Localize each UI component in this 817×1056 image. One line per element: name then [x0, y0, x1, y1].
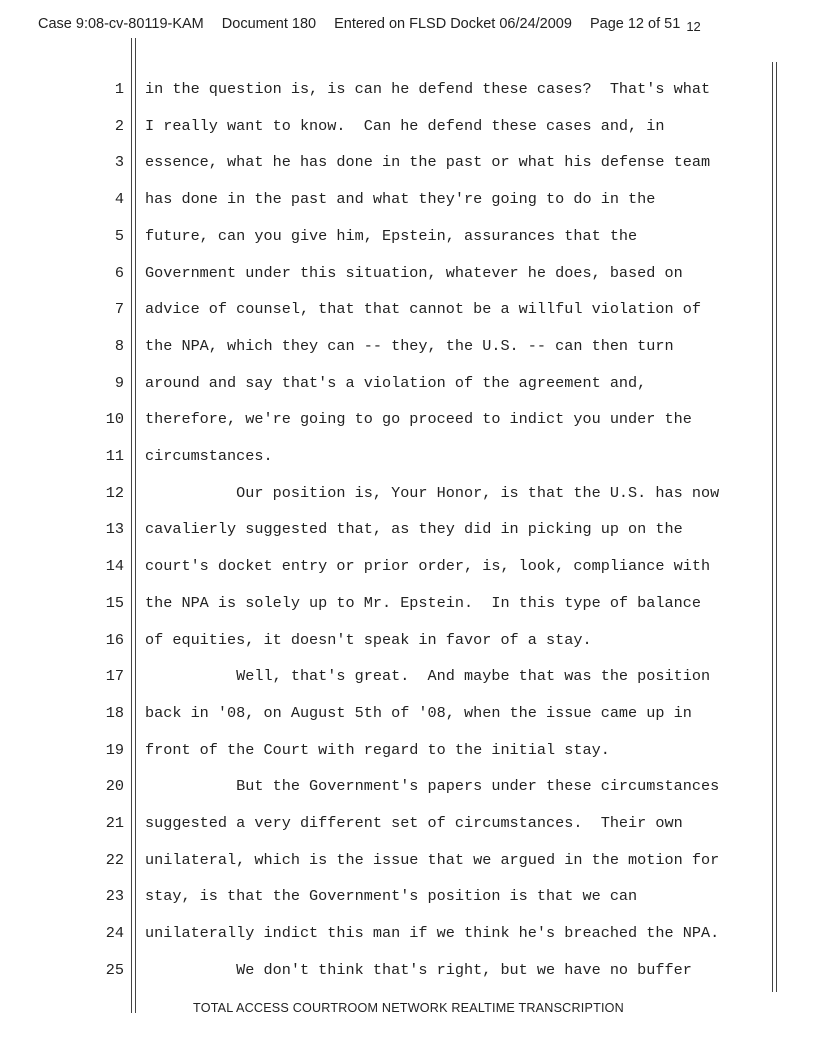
transcript-line	[0, 80, 817, 110]
transcript-line	[0, 447, 817, 477]
line-number: 6	[114, 263, 124, 282]
line-text: has done in the past and what they're going to do in the	[145, 190, 656, 209]
line-number: 18	[105, 703, 124, 722]
transcription-footer: TOTAL ACCESS COURTROOM NETWORK REALTIME TRANSCRIPTION	[193, 1001, 624, 1015]
transcript-line	[0, 814, 817, 844]
line-text: court's docket entry or prior order, is, look, compliance with	[145, 557, 711, 576]
document-number: Document 180	[221, 16, 317, 32]
line-number: 22	[105, 850, 124, 869]
transcript-line	[0, 484, 817, 514]
line-number: 3	[114, 153, 124, 172]
line-number: 19	[105, 740, 124, 759]
line-text: back in '08, on August 5th of '08, when the issue came up in	[145, 703, 692, 722]
line-number: 16	[105, 630, 124, 649]
line-number: 9	[114, 373, 124, 392]
line-text: front of the Court with regard to the initial stay.	[145, 740, 610, 759]
line-number: 20	[105, 777, 124, 796]
transcript-line	[0, 410, 817, 440]
transcript-line	[0, 851, 817, 881]
line-text: unilateral, which is the issue that we argued in the motion for	[145, 850, 720, 869]
transcript-line	[0, 704, 817, 734]
line-text: around and say that's a violation of the agreement and,	[145, 373, 647, 392]
line-number: 7	[114, 300, 124, 319]
transcript-line	[0, 153, 817, 183]
line-text: unilaterally indict this man if we think he's breached the NPA.	[145, 924, 720, 943]
line-text: suggested a very different set of circumstances. Their own	[145, 814, 683, 832]
transcript-line	[0, 887, 817, 917]
transcript-line	[0, 520, 817, 550]
transcript-line	[0, 374, 817, 404]
line-number: 15	[105, 593, 124, 612]
line-number: 25	[105, 960, 124, 979]
line-number: 8	[114, 336, 124, 355]
transcript-line	[0, 117, 817, 147]
line-text: Well, that's great. And maybe that was the position	[145, 667, 711, 686]
line-text: the NPA, which they can -- they, the U.S. -- can then turn	[145, 336, 674, 355]
line-text: We don't think that's right, but we have no buffer	[145, 960, 692, 979]
line-number: 12	[105, 483, 124, 502]
transcript-line	[0, 190, 817, 220]
transcript-line	[0, 594, 817, 624]
line-text: future, can you give him, Epstein, assurances that the	[145, 226, 638, 245]
transcript-line	[0, 667, 817, 697]
line-number: 17	[105, 667, 124, 686]
line-text: Government under this situation, whatever he does, based on	[145, 263, 683, 282]
line-text: therefore, we're going to go proceed to indict you under the	[145, 410, 692, 429]
line-number: 1	[114, 80, 124, 98]
line-number: 13	[105, 520, 124, 539]
page-number: 12	[686, 19, 701, 34]
line-text: I really want to know. Can he defend these cases and, in	[145, 116, 665, 135]
line-number: 10	[105, 410, 124, 429]
transcript-line	[0, 631, 817, 661]
transcript-line	[0, 777, 817, 807]
line-number: 21	[105, 814, 124, 832]
transcript-line	[0, 337, 817, 367]
line-text: essence, what he has done in the past or what his defense team	[145, 153, 711, 172]
line-number: 14	[105, 557, 124, 576]
line-text: stay, is that the Government's position is that we can	[145, 887, 638, 906]
line-text: in the question is, is can he defend these cases? That's what	[145, 80, 711, 98]
line-text: advice of counsel, that that cannot be a willful violation of	[145, 300, 701, 319]
line-text: Our position is, Your Honor, is that the U.S. has now	[145, 483, 720, 502]
line-number: 23	[105, 887, 124, 906]
docket-header	[38, 16, 798, 32]
line-text: But the Government's papers under these circumstances	[145, 777, 720, 796]
line-text: of equities, it doesn't speak in favor of a stay.	[145, 630, 592, 649]
docket-entry-date: Entered on FLSD Docket 06/24/2009	[334, 16, 572, 32]
transcript-line	[0, 264, 817, 294]
line-text: circumstances.	[145, 447, 273, 465]
line-number: 4	[114, 190, 124, 209]
transcript-line	[0, 557, 817, 587]
transcript-line	[0, 924, 817, 954]
line-number: 11	[105, 447, 124, 465]
transcript-line	[0, 961, 817, 991]
case-number: Case 9:08-cv-80119-KAM	[38, 16, 204, 32]
line-number: 24	[105, 924, 124, 943]
line-text: cavalierly suggested that, as they did in picking up on the	[145, 520, 683, 539]
line-number: 2	[114, 116, 124, 135]
transcript-line	[0, 741, 817, 771]
page-count: Page 12 of 51	[589, 16, 681, 32]
line-number: 5	[114, 226, 124, 245]
transcript-line	[0, 300, 817, 330]
transcript-line	[0, 227, 817, 257]
line-text: the NPA is solely up to Mr. Epstein. In this type of balance	[145, 593, 701, 612]
